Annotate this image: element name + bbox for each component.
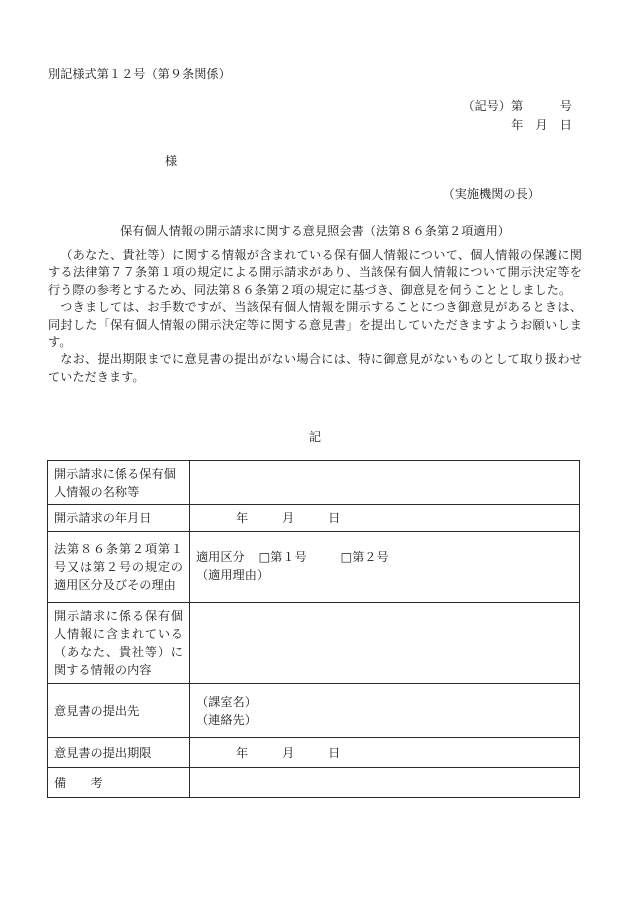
label-deadline: 意見書の提出期限 (48, 738, 190, 768)
body-paragraph-2: つきましては、お手数ですが、当該保有個人情報を開示することにつき御意見があるときは、同封した「保有個人情報の開示決定等に関する意見書」を提出していただきますようお願いします。 (48, 300, 582, 350)
table-row-request-date (48, 505, 580, 532)
label-submit-to: 意見書の提出先 (48, 684, 190, 738)
request-day: 日 (328, 511, 341, 525)
table-row-submit-to (48, 684, 580, 738)
document-title: 保有個人情報の開示請求に関する意見照会書（法第８６条第２項適用） (120, 224, 510, 238)
info-table (47, 460, 580, 798)
ki-heading: 記 (308, 430, 322, 444)
value-submit-to[interactable] (190, 684, 580, 738)
deadline-day: 日 (328, 745, 341, 760)
sender: （実施機関の長） (442, 187, 540, 201)
request-year: 年 (236, 511, 249, 525)
value-info-name[interactable] (190, 461, 580, 505)
table-row-category (48, 532, 580, 603)
submit-dept: （課室名） (196, 694, 257, 709)
table-row-content (48, 603, 580, 684)
table-row-info-name (48, 461, 580, 505)
reference-date: 年 月 日 (511, 118, 572, 132)
body-paragraph-1: （あなた、貴社等）に関する情報が含まれている保有個人情報について、個人情報の保護に関する法律第７７条第１項の規定による開示請求があり、当該保有個人情報について開示決定等を行う際の参考とするため、同法第８６条第２項の規定に基づき、御意見を伺うこととしました。 (48, 248, 582, 297)
value-category[interactable] (190, 532, 580, 603)
reference-number: （記号）第 号 (462, 99, 572, 113)
value-remarks[interactable] (190, 768, 580, 798)
reference-block (462, 97, 572, 135)
label-remarks: 備 考 (48, 768, 190, 798)
value-content[interactable] (190, 603, 580, 684)
recipient-honorific: 様 (165, 154, 178, 168)
body-paragraph-3: なお、提出期限までに意見書の提出がない場合には、特に御意見がないものとして取り扱わせていただきます。 (48, 352, 582, 384)
value-request-date[interactable] (190, 505, 580, 532)
category-reason: （適用理由） (196, 568, 270, 582)
category-label: 適用区分 (196, 550, 245, 564)
deadline-year: 年 (236, 745, 249, 760)
checkbox-item-2[interactable]: □第２号 (340, 550, 389, 564)
form-number: 別記様式第１２号（第９条関係） (48, 67, 231, 81)
table-row-deadline (48, 738, 580, 768)
submit-contact: （連絡先） (196, 712, 257, 727)
checkbox-item-1[interactable]: □第１号 (258, 550, 307, 564)
label-request-date: 開示請求の年月日 (48, 505, 190, 532)
deadline-month: 月 (282, 745, 295, 760)
label-content: 開示請求に係る保有個人情報に含まれている（あなた、貴社等）に関する情報の内容 (48, 603, 190, 684)
table-row-remarks (48, 768, 580, 798)
request-month: 月 (282, 511, 295, 525)
label-info-name: 開示請求に係る保有個人情報の名称等 (48, 461, 190, 505)
body-text (48, 247, 582, 386)
label-category: 法第８６条第２項第１号又は第２号の規定の適用区分及びその理由 (48, 532, 190, 603)
value-deadline[interactable] (190, 738, 580, 768)
